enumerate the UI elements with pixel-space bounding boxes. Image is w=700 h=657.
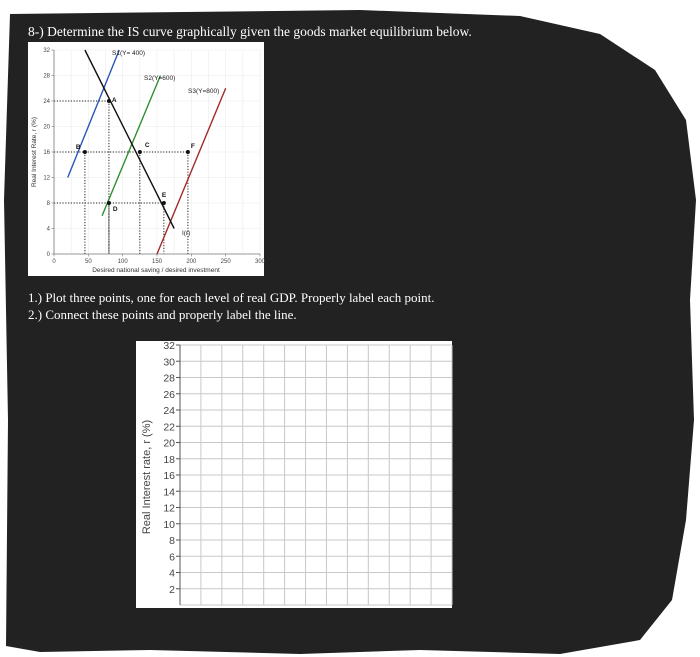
chart1-xlabel: Desired national saving / desired investment <box>92 267 220 274</box>
s2-label: S2(Y=600) <box>144 75 176 82</box>
chart2-y-tick-label: 14 <box>163 486 175 499</box>
chart1-x-tick-label: 150 <box>151 259 163 265</box>
point-label-d: D <box>112 206 118 213</box>
s3-label: S3(Y=800) <box>188 88 220 95</box>
chart2-y-tick-label: 22 <box>163 421 175 434</box>
chart2-y-tick-label: 18 <box>163 453 175 466</box>
chart1-y-tick-label: 32 <box>43 48 50 54</box>
chart1-y-tick-label: 4 <box>46 226 50 233</box>
point-b <box>83 150 87 154</box>
chart1-x-tick-label: 300 <box>254 259 266 265</box>
point-c <box>138 150 142 154</box>
chart1-y-tick-label: 0 <box>46 252 50 258</box>
chart2-y-tick-label: 30 <box>163 356 175 369</box>
chart2-y-tick-label: 32 <box>163 340 175 352</box>
chart1-x-tick-label: 200 <box>186 259 197 265</box>
chart2-y-tick-label: 28 <box>163 372 175 385</box>
chart1-x-tick-label: 0 <box>52 259 56 265</box>
chart2-y-tick-label: 6 <box>169 551 175 564</box>
point-label-a: A <box>111 97 117 104</box>
step-1: 1.) Plot three points, one for each level of real GDP. Properly label each point. <box>28 290 435 305</box>
chart2-y-tick-label: 26 <box>163 388 175 401</box>
point-label-b: B <box>75 144 81 151</box>
investment-label: I(r) <box>182 230 191 237</box>
point-a <box>107 99 111 103</box>
chart1-x-tick-label: 50 <box>84 259 92 265</box>
chart1-x-tick-label: 250 <box>220 259 231 265</box>
point-label-f: F <box>190 143 195 150</box>
chart1-y-tick-label: 12 <box>43 175 50 182</box>
chart1-y-tick-label: 16 <box>43 150 50 156</box>
blank-answer-grid <box>136 341 452 608</box>
chart2-y-tick-label: 2 <box>169 583 175 596</box>
chart2-y-tick-label: 12 <box>163 502 175 515</box>
chart1-y-tick-label: 24 <box>43 99 50 105</box>
chart2-y-tick-label: 16 <box>163 470 175 482</box>
s1-label: S1(Y= 400) <box>112 50 146 57</box>
point-label-c: C <box>144 142 150 149</box>
question-title: 8-) Determine the IS curve graphically given the goods market equilibrium below. <box>28 24 472 39</box>
point-label-e: E <box>161 192 167 199</box>
chart2-y-tick-label: 24 <box>163 405 175 417</box>
point-e <box>162 201 166 205</box>
instructions <box>28 289 435 323</box>
chart1-y-tick-label: 8 <box>46 201 50 207</box>
chart2-y-tick-label: 4 <box>169 567 175 580</box>
chart1-ylabel: Real Interest Rate, r (%) <box>31 116 38 188</box>
chart1-y-tick-label: 20 <box>43 124 50 131</box>
point-f <box>186 150 190 154</box>
chart1-y-tick-label: 28 <box>43 73 50 80</box>
goods-market-chart <box>28 42 264 276</box>
chart1-x-tick-label: 100 <box>117 259 128 265</box>
chart2-y-tick-label: 20 <box>163 437 175 450</box>
step-2: 2.) Connect these points and properly label the line. <box>28 307 297 322</box>
chart2-y-tick-label: 10 <box>163 518 175 531</box>
chart2-y-tick-label: 8 <box>169 535 175 547</box>
point-d <box>107 201 111 205</box>
chart2-ylabel: Real Interest rate, r (%) <box>141 419 153 535</box>
